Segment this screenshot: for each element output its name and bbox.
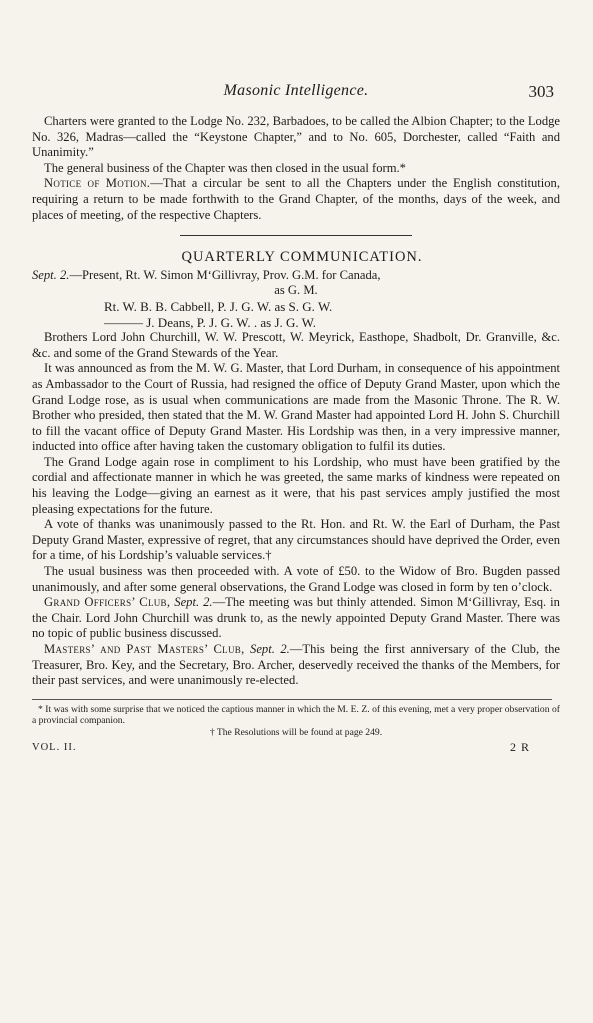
page-number: 303	[528, 82, 554, 101]
footnote-1: * It was with some surprise that we noticed the captious manner in which the M. E. Z. of this evening, met a very proper observation of a provincial companion.	[32, 703, 560, 727]
section-divider	[180, 235, 412, 236]
paragraph-usual-business: The usual business was then proceeded with. A vote of £50. to the Widow of Bro. Bugden passed unanimously, and after some general observations, the Grand Lodge was closed in form by ten o’clock.	[32, 564, 560, 594]
meeting-date: Sept. 2.	[32, 267, 70, 282]
page-body	[32, 114, 560, 756]
masters-club-text: —This being the first anniversary of the Club, the Treasurer, Bro. Key, and the Secretary, Bro. Archer, deservedly received the thanks of the Members, for their past services, and were unanimously re-elected.	[32, 642, 560, 688]
paragraph-grand-officers-club	[32, 595, 560, 642]
notice-of-motion-text: —That a circular be sent to all the Chapters under the English constitution, requiring a return to be made forthwith to the Grand Chapter, of the months, days of the week, and places of meeting, of the respective Chapters.	[32, 176, 560, 222]
running-title: Masonic Intelligence.	[223, 82, 369, 99]
present-text: —Present, Rt. W. Simon M‘Gillivray, Prov. G.M. for Canada,	[69, 267, 381, 282]
running-header	[34, 82, 558, 106]
signature-line	[32, 740, 560, 756]
section-title: QUARTERLY COMMUNICATION.	[181, 249, 423, 266]
grand-officers-club-text: —The meeting was but thinly attended. Simon M‘Gillivray, Esq. in the Chair. Lord John Churchill was drunk to, as the newly appointed Deputy Grand Master. There was no topic of public business discussed.	[32, 595, 560, 641]
paragraph-masters-club	[32, 642, 560, 689]
grand-officers-club-date: Sept. 2.	[174, 595, 213, 610]
paragraph-brothers: Brothers Lord John Churchill, W. W. Prescott, W. Meyrick, Easthope, Shadbolt, Dr. Granville, &c. &c. and some of the Grand Stewards of the Year.	[32, 330, 560, 360]
present-line	[32, 268, 560, 284]
paragraph-announcement: It was announced as from the M. W. G. Master, that Lord Durham, in consequence of his appointment as Ambassador to the Court of Russia, had resigned the office of Deputy Grand Master, upon which the Grand Lodge rose, as is usual when communications are made from the Masonic Throne. The R. W. Brother who presided, then stated that the M. W. Grand Master had appointed Lord H. John S. Churchill to fill the vacant office of Deputy Grand Master. His Lordship was then, in a very impressive manner, inducted into office after having taken the customary obligation to fulfil its duties.	[32, 361, 560, 454]
officer-line-1: Rt. W. B. B. Cabbell, P. J. G. W. as S. G. W.	[104, 298, 333, 314]
footnote-2: † The Resolutions will be found at page 249.	[209, 726, 383, 738]
notice-of-motion-lead: Notice of Motion.	[44, 176, 151, 191]
volume-label: VOL. II.	[32, 742, 77, 754]
as-gm-line: as G. M.	[274, 283, 318, 298]
masters-club-date: Sept. 2.	[250, 642, 290, 656]
paragraph-lodge-rose: The Grand Lodge again rose in compliment to his Lordship, who must have been gratified by the cordial and affectionate manner in which he was greeted, the same marks of kindness were repeated on his leaving the Lodge—giving an earnest as it were, that his past services amply justified the most pleasing expectations for the future.	[32, 454, 560, 516]
grand-officers-club-lead: Grand Officers’ Club,	[44, 595, 171, 610]
masters-club-lead: Masters’ and Past Masters’ Club,	[44, 642, 245, 656]
paragraph-notice-of-motion	[32, 176, 560, 223]
officer-line-2: ——— J. Deans, P. J. G. W. . as J. G. W.	[104, 314, 316, 330]
paragraph-vote-of-thanks: A vote of thanks was unanimously passed to the Rt. Hon. and Rt. W. the Earl of Durham, the Past Deputy Grand Master, expressive of regret, that any circumstances should have deprived the Order, even for a time, of his Lordship’s valuable services.†	[32, 517, 560, 563]
signature-mark: 2 R	[509, 740, 530, 755]
footnotes	[32, 704, 560, 739]
paragraph-chapter-closed: The general business of the Chapter was then closed in the usual form.*	[44, 160, 406, 175]
paragraph-charters: Charters were granted to the Lodge No. 232, Barbadoes, to be called the Albion Chapter; to the Lodge No. 326, Madras—called the “Keystone Chapter,” and to No. 605, Dorchester, called “Faith and Unanimity.”	[32, 114, 560, 160]
footnote-divider	[32, 699, 552, 700]
